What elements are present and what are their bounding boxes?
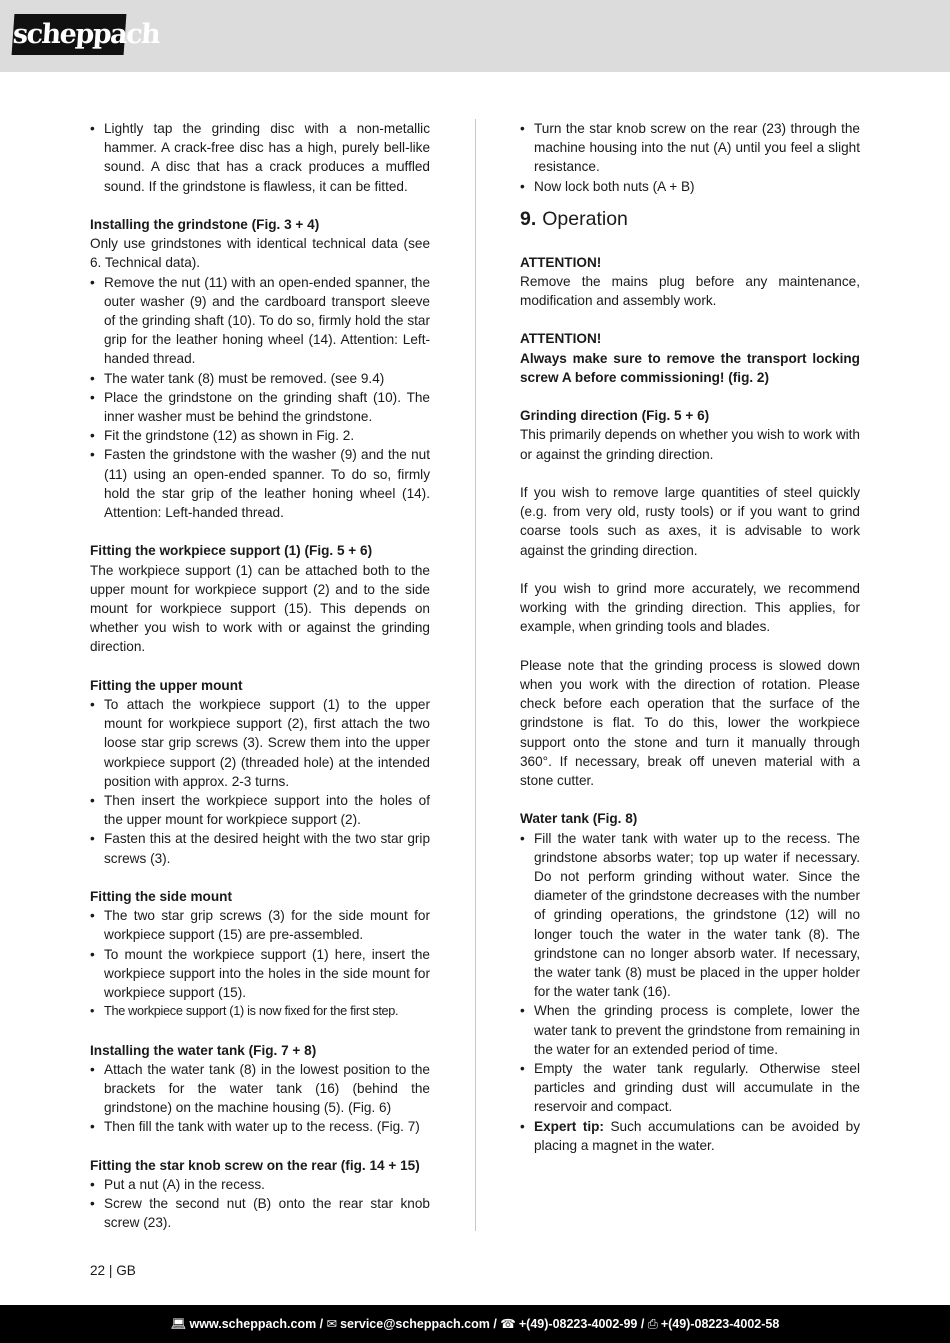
footer-phone: +(49)-08223-4002-99 [518,1317,638,1331]
paragraph: If you wish to grind more accurately, we recommend working with the grinding direction. This applies, for example, when grinding tools and blades. [520,580,860,635]
list-item: • Empty the water tank regularly. Otherwise steel particles and grinding dust will accumulate in the reservoir and compact. [520,1059,860,1117]
list-item: • When the grinding process is complete, lower the water tank to prevent the grindstone from remaining in the water for an extended period of time. [520,1001,860,1059]
expert-tip-item [520,1117,860,1155]
heading-installing-grindstone: Installing the grindstone (Fig. 3 + 4) [90,217,320,232]
list-item: • The water tank (8) must be removed. (see 9.4) [90,369,430,388]
left-column [90,119,430,1233]
list-item: • Lightly tap the grinding disc with a non-metallic hammer. A crack-free disc has a high, purely bell-like sound. A disc that has a crack produces a muffled sound. If the grindstone is flawless, it can be fitted. [90,119,430,196]
list-item: • Now lock both nuts (A + B) [520,177,860,196]
list-item: • Place the grindstone on the grinding shaft (10). The inner washer must be behind the grindstone. [90,388,430,426]
footer-separator: / [489,1317,501,1331]
section-number: 9. [520,208,537,231]
list-item: • To mount the workpiece support (1) here, insert the workpiece support into the holes in the side mount for workpiece support (15). [90,945,430,1003]
star-knob-list [90,1175,430,1233]
mail-icon: ✉︎ [326,1317,338,1331]
list-item: • Fasten this at the desired height with the two star grip screws (3). [90,829,430,867]
list-item: • Then insert the workpiece support into the holes of the upper mount for workpiece support (2). [90,791,430,829]
section-name: Operation [542,208,628,231]
attention-label: ATTENTION! [520,254,602,270]
heading-upper-mount: Fitting the upper mount [90,677,243,693]
heading-water-tank: Water tank (Fig. 8) [520,811,638,827]
grindstone-list [90,273,430,523]
list-item: • Fasten the grindstone with the washer (9) and the nut (11) using an open-ended spanner. To do so, firmly hold the star grip of the leather honing wheel (14). Attention: Left-handed thread. [90,445,430,522]
column-divider [475,119,476,1231]
list-item: • Then fill the tank with water up to the recess. (Fig. 7) [90,1117,430,1136]
computer-icon: 💻︎ [170,1317,187,1331]
fax-icon: ⎙ [647,1317,658,1331]
side-mount-list [90,906,430,1021]
scheppach-logo: scheppach [12,14,127,55]
footer-separator: / [637,1317,648,1331]
paragraph: Only use grindstones with identical technical data (see 6. Technical data). [90,236,430,271]
page-number-separator: | [108,1263,113,1278]
upper-mount-list [90,695,430,868]
footer-bar [0,1305,950,1343]
footer-email[interactable]: service@scheppach.com [340,1317,490,1331]
attention-text: Remove the mains plug before any maintenance, modification and assembly work. [520,273,860,308]
list-item: • Attach the water tank (8) in the lowest position to the brackets for the water tank (16) (behind the grindstone) on the machine housing (5). (Fig. 6) [90,1060,430,1118]
page-number-value: 22 [90,1263,106,1278]
footer-fax: +(49)-08223-4002-58 [660,1317,780,1331]
expert-tip-label: Expert tip: [534,1118,604,1134]
list-item: • Remove the nut (11) with an open-ended spanner, the outer washer (9) and the cardboard transport sleeve of the grinding shaft (10). To do so, firmly hold the star grip for the leather honing wheel (14). Attention: Left-handed thread. [90,273,430,369]
list-item: • Turn the star knob screw on the rear (23) through the machine housing into the nut (A) until you feel a slight resistance. [520,119,860,177]
page-number [90,1263,136,1278]
right-column [520,119,860,1155]
page-language: GB [116,1263,136,1278]
phone-icon: ☎︎ [500,1317,516,1331]
intro-list [520,119,860,196]
heading-workpiece-support: Fitting the workpiece support (1) (Fig. 5 + 6) [90,543,373,559]
paragraph: This primarily depends on whether you wish to work with or against the grinding direction. [520,427,860,462]
list-item: • Screw the second nut (B) onto the rear star knob screw (23). [90,1194,430,1232]
water-tank-install-list [90,1060,430,1137]
attention-text: Always make sure to remove the transport locking screw A before commissioning! (fig. 2) [520,350,860,385]
header-band [0,0,950,72]
section-title [520,205,860,233]
list-item: • Fit the grindstone (12) as shown in Fig. 2. [90,426,430,445]
heading-star-knob: Fitting the star knob screw on the rear (fig. 14 + 15) [90,1157,420,1173]
attention-label: ATTENTION! [520,331,602,347]
paragraph: If you wish to remove large quantities of steel quickly (e.g. from very old, rusty tools) or if you want to grind coarse tools such as axes, it is advisable to work against the grinding direction. [520,484,860,558]
paragraph: Please note that the grinding process is slowed down when you work with the direction of rotation. Please check before each operation that the surface of the grindstone is flat. To do this, lower the workpiece support onto the stone and turn it manually through 360°. If necessary, break off uneven material with a stone cutter. [520,657,860,788]
footer-website[interactable]: www.scheppach.com [189,1317,317,1331]
list-item: • The two star grip screws (3) for the side mount for workpiece support (15) are pre-assembled. [90,906,430,944]
water-tank-list [520,829,860,1155]
list-item: • Fill the water tank with water up to the recess. The grindstone absorbs water; top up water if necessary. Do not perform grinding without water. Since the diameter of the grindstone decreases with the number of grinding operations, the grindstone (12) will no longer touch the water in the water tank (8). The grindstone can no longer absorb water. If necessary, the water tank (8) must be placed in the upper holder for the water tank (16). [520,829,860,1002]
heading-grinding-direction: Grinding direction (Fig. 5 + 6) [520,408,710,424]
list-item: • The workpiece support (1) is now fixed for the first step. [90,1002,430,1021]
heading-side-mount: Fitting the side mount [90,889,232,905]
expert-tip-text: Such accumulations can be avoided by placing a magnet in the water. [534,1118,860,1153]
footer-separator: / [316,1317,327,1331]
list-item: • Put a nut (A) in the recess. [90,1175,430,1194]
paragraph: The workpiece support (1) can be attached both to the upper mount for workpiece support (2) and to the side mount for workpiece support (15). This depends on whether you wish to work with or against the grinding direction. [90,562,430,655]
heading-installing-water-tank: Installing the water tank (Fig. 7 + 8) [90,1042,317,1058]
intro-list [90,119,430,196]
list-item: • To attach the workpiece support (1) to the upper mount for workpiece support (2), first attach the two loose star grip screws (3). Screw them into the upper workpiece support (2) (threaded hole) at the intended position with approx. 2-3 turns. [90,695,430,791]
